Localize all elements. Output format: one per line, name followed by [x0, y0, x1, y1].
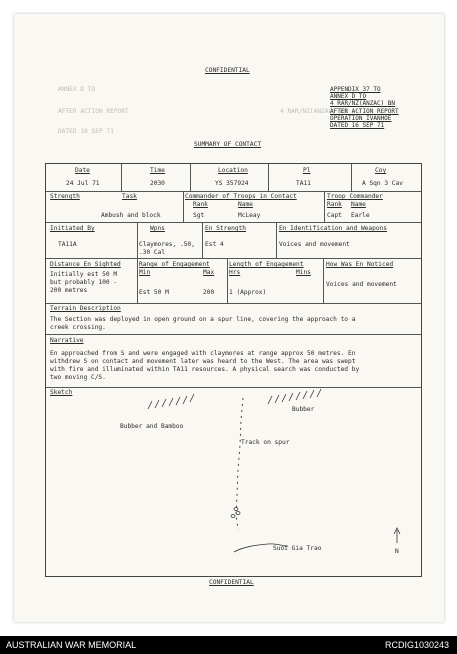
time-value: 2030	[150, 180, 165, 187]
sketch-label-track: Track on spur	[241, 439, 290, 446]
classification-bottom: CONFIDENTIAL	[209, 579, 254, 586]
enemy-identification-label: En Identification and Weapons	[279, 225, 388, 232]
location-value: YS 357924	[215, 180, 249, 187]
sketch-label-creek: Suoi Gia Trao	[273, 545, 322, 552]
form-title: SUMMARY OF CONTACT	[194, 141, 262, 148]
company-value: A Sqn 3 Cav	[362, 180, 403, 187]
platoon-value: TA11	[296, 180, 311, 187]
how-noticed-value: Voices and movement	[326, 281, 397, 288]
distance-sighted-value: 200 metres	[50, 287, 88, 294]
classification-top: CONFIDENTIAL	[205, 67, 250, 74]
terrain-text: The Section was deployed in open ground on a spur line, covering the approach to a	[50, 316, 356, 323]
range-engagement-label: Range of Engagement	[139, 261, 210, 268]
troop-name-label: Name	[351, 201, 366, 208]
length-mins-label: Mins	[296, 269, 311, 276]
date-value: 24 Jul 71	[66, 180, 100, 187]
sketch-label: Sketch	[50, 389, 73, 396]
vegetation-marks	[268, 389, 321, 404]
bleed-through-text: ANNEX D TO	[58, 86, 96, 93]
task-value: Ambush and block	[101, 212, 161, 219]
narrative-label: Narrative	[50, 337, 84, 344]
claymore-marks	[231, 508, 240, 518]
north-label: N	[395, 548, 399, 555]
narrative-text: two moving C/S.	[50, 374, 106, 381]
bleed-through-text: AFTER ACTION REPORT	[58, 108, 129, 115]
time-label: Time	[150, 167, 165, 174]
archive-name: AUSTRALIAN WAR MEMORIAL	[6, 640, 137, 650]
distance-sighted-label: Distance En Sighted	[50, 261, 121, 268]
commander-rank-value: Sgt	[193, 212, 205, 219]
terrain-label: Terrain Description	[50, 305, 121, 312]
appendix-line: ANNEX D TO	[330, 93, 367, 101]
enemy-strength-label: En Strength	[205, 225, 246, 232]
enemy-identification-value: Voices and movement	[279, 241, 350, 248]
bleed-through-text: DATED 16 SEP 71	[58, 128, 114, 135]
vegetation-marks	[148, 394, 194, 409]
task-label: Task	[122, 193, 137, 200]
commander-name-value: McLeay	[238, 212, 261, 219]
range-max-label: Max	[203, 269, 215, 276]
appendix-line: OPERATION IVANHOE	[330, 114, 392, 122]
troop-name-value: Earle	[351, 212, 370, 219]
company-label: Coy	[375, 167, 387, 174]
initiated-by-value: TA11A	[58, 241, 77, 248]
date-label: Date	[75, 167, 90, 174]
narrative-text: withdrew S on contact and movement later was heard to the West. The area was swept	[50, 358, 356, 365]
appendix-line: APPENDIX 37 TO	[330, 86, 381, 93]
commander-label: Commander of Troops in Contact	[185, 193, 297, 200]
narrative-text: En approached from S and were engaged with claymores at range approx 50 metres. En	[50, 350, 356, 357]
sketch-label-bubber-bamboo: Bubber and Bamboo	[120, 423, 184, 430]
appendix-line: DATED 16 SEP 71	[330, 122, 385, 130]
length-engagement-label: Length of Engagement	[229, 261, 304, 268]
terrain-text: creek crossing.	[50, 324, 106, 331]
distance-sighted-value: Initially est 50 M	[50, 271, 118, 278]
range-min-value: Est 50 M	[139, 289, 169, 296]
appendix-line: AFTER ACTION REPORT	[330, 107, 399, 115]
appendix-line: 4 RAR/NZ(ANZAC) BN	[330, 100, 396, 108]
troop-rank-label: Rank	[327, 201, 342, 208]
sketch-label-bubber: Bubber	[292, 406, 315, 413]
how-noticed-label: How Was En Noticed	[326, 261, 394, 268]
range-min-label: Min	[139, 269, 151, 276]
commander-rank-label: Rank	[193, 201, 208, 208]
archive-footer	[0, 636, 457, 654]
enemy-strength-value: Est 4	[205, 241, 224, 248]
bleed-through-text: 4 RAR/NZ(ANZAC) BN	[280, 108, 348, 115]
length-hrs-value: 1 (Approx)	[229, 289, 267, 296]
weapons-value: .30 Cal	[139, 249, 166, 256]
troop-rank-value: Capt	[327, 212, 342, 219]
narrative-text: with fire and illuminated within TA11 resources. A physical search was conducted by	[50, 366, 360, 373]
platoon-label: Pl	[303, 167, 311, 174]
location-label: Location	[218, 167, 248, 174]
commander-name-label: Name	[238, 201, 253, 208]
range-max-value: 200	[203, 289, 215, 296]
distance-sighted-value: but probably 100 -	[50, 279, 118, 286]
strength-label: Strength	[50, 193, 80, 200]
weapons-label: Wpns	[150, 225, 165, 232]
weapons-value: Claymores, .50,	[139, 241, 195, 248]
initiated-by-label: Initiated By	[50, 225, 95, 232]
length-hrs-label: Hrs	[229, 269, 241, 276]
archive-reference: RCDIG1030243	[384, 640, 449, 650]
troop-commander-label: Troop Commander	[327, 193, 383, 200]
